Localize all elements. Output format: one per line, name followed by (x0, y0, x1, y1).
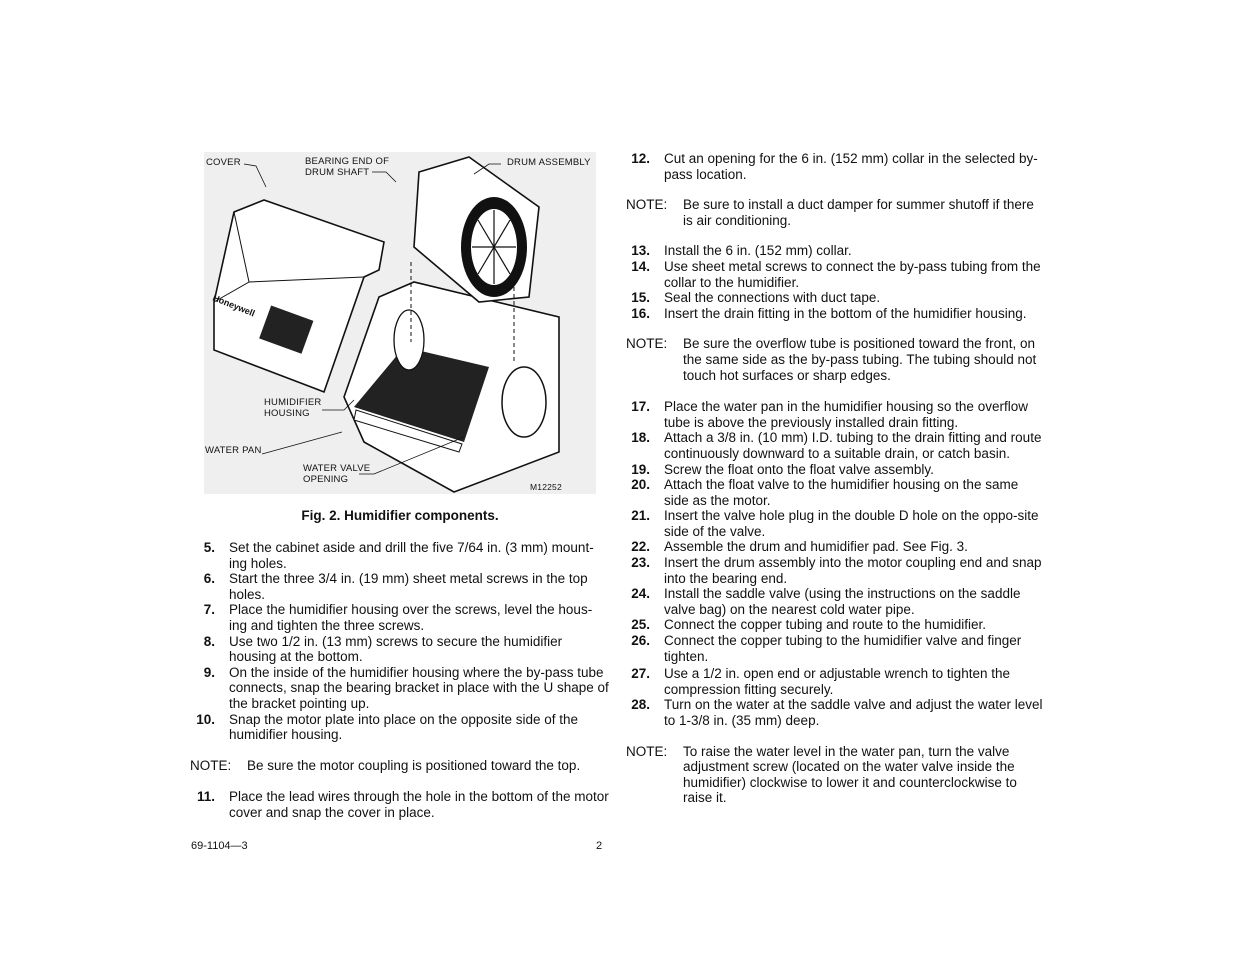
step-number: 11. (196, 789, 215, 805)
step-17 (626, 399, 1046, 430)
step-26 (626, 633, 1046, 664)
step-text: Screw the float onto the float valve assembly. (664, 461, 934, 477)
step-6 (190, 571, 610, 602)
humidifier-illustration (204, 152, 596, 494)
callout-bearing-line2: DRUM SHAFT (305, 167, 370, 178)
note-text: To raise the water level in the water pan, turn the valve adjustment screw (located on the water valve inside the humidifier) clockwise to lower it and counterclockwise to raise it. (683, 743, 1017, 806)
step-text: Connect the copper tubing and route to the humidifier. (664, 617, 986, 633)
right-step-list (626, 151, 1046, 806)
step-text: Place the humidifier housing over the screws, level the hous-ing and tighten the three screws. (229, 602, 593, 633)
note-text: Be sure to install a duct damper for summer shutoff if there is air conditioning. (683, 197, 1034, 228)
callout-valve-line2: OPENING (303, 474, 349, 485)
step-text: Seal the connections with duct tape. (664, 290, 881, 306)
step-text: Connect the copper tubing to the humidifier valve and finger tighten. (664, 633, 1022, 664)
step-text: Insert the drum assembly into the motor coupling end and snap into the bearing end. (664, 555, 1042, 586)
step-24 (626, 586, 1046, 617)
note-motor-coupling (190, 758, 610, 774)
step-9 (190, 665, 610, 712)
callout-water-pan: WATER PAN (205, 445, 262, 456)
step-12 (626, 151, 1046, 182)
step-14 (626, 259, 1046, 290)
step-11 (190, 789, 610, 820)
figure-code: M12252 (530, 482, 562, 492)
step-20 (626, 477, 1046, 508)
document-number: 69-1104—3 (191, 840, 248, 852)
step-text: Set the cabinet aside and drill the five 7/64 in. (3 mm) mount-ing holes. (229, 540, 594, 571)
step-23 (626, 555, 1046, 586)
step-21 (626, 508, 1046, 539)
step-number: 9. (203, 664, 215, 680)
note-label: NOTE: (626, 197, 668, 213)
step-8 (190, 634, 610, 665)
step-18 (626, 430, 1046, 461)
step-15 (626, 290, 1046, 306)
step-number: 15. (631, 290, 650, 306)
callout-housing-line2: HOUSING (264, 408, 310, 419)
step-number: 17. (631, 399, 650, 415)
callout-valve-line1: WATER VALVE (303, 463, 371, 474)
step-number: 23. (631, 555, 650, 571)
step-7 (190, 602, 610, 633)
step-22 (626, 539, 1046, 555)
step-number: 24. (631, 586, 650, 602)
step-text: Attach the float valve to the humidifier housing on the same side as the motor. (664, 477, 1019, 508)
step-text: Assemble the drum and humidifier pad. See Fig. 3. (664, 539, 968, 555)
note-overflow-tube (626, 336, 1046, 383)
step-number: 16. (631, 305, 650, 321)
step-text: Snap the motor plate into place on the opposite side of the humidifier housing. (229, 711, 578, 743)
step-number: 21. (631, 508, 650, 524)
callout-humidifier-housing (264, 397, 321, 419)
step-16 (626, 306, 1046, 322)
step-27 (626, 666, 1046, 697)
callout-drum-assembly: DRUM ASSEMBLY (507, 157, 591, 168)
step-number: 5. (203, 540, 215, 555)
callout-housing-line1: HUMIDIFIER (264, 397, 322, 408)
callout-bearing-end (305, 156, 389, 178)
step-number: 25. (631, 617, 650, 633)
step-text: Insert the valve hole plug in the double D hole on the oppo-site side of the valve. (664, 508, 1039, 539)
step-text: Insert the drain fitting in the bottom of the humidifier housing. (664, 305, 1027, 321)
step-number: 27. (631, 666, 650, 682)
note-water-level (626, 744, 1046, 806)
callout-water-valve-opening (303, 463, 370, 485)
step-text: Start the three 3/4 in. (19 mm) sheet metal screws in the top holes. (229, 571, 588, 602)
note-label: NOTE: (626, 336, 668, 352)
step-text: Install the 6 in. (152 mm) collar. (664, 243, 852, 259)
step-number: 12. (631, 151, 650, 166)
page-number: 2 (596, 840, 603, 852)
step-13 (626, 243, 1046, 259)
note-text: Be sure the overflow tube is positioned toward the front, on the same side as the by-pass tubing. The tubing should not touch hot surfaces or sharp edges. (683, 336, 1037, 383)
step-number: 28. (631, 697, 650, 713)
step-number: 20. (631, 477, 650, 493)
step-text: Cut an opening for the 6 in. (152 mm) collar in the selected by-pass location. (664, 151, 1038, 182)
step-19 (626, 462, 1046, 478)
step-10 (190, 712, 610, 743)
step-number: 19. (631, 461, 650, 477)
note-duct-damper (626, 197, 1046, 228)
step-text: Install the saddle valve (using the instructions on the saddle valve bag) on the nearest cold water pipe. (664, 586, 1021, 617)
note-label: NOTE: (626, 743, 668, 759)
callout-bearing-line1: BEARING END OF (305, 156, 390, 167)
left-step-list (190, 540, 610, 821)
figure-caption: Fig. 2. Humidifier components. (301, 508, 499, 523)
step-text: On the inside of the humidifier housing where the by-pass tube connects, snap the bearing bracket in place with the U shape of the bracket pointing up. (229, 664, 609, 711)
step-text: Attach a 3/8 in. (10 mm) I.D. tubing to the drain fitting and route continuously downward to a suitable drain, or catch basin. (664, 430, 1042, 461)
step-number: 7. (203, 602, 215, 618)
note-text: Be sure the motor coupling is positioned toward the top. (247, 757, 581, 773)
humidifier-components-figure (204, 152, 596, 494)
step-5 (190, 540, 610, 571)
step-number: 13. (631, 243, 650, 259)
step-text: Use two 1/2 in. (13 mm) screws to secure the humidifier housing at the bottom. (229, 633, 563, 665)
step-number: 10. (196, 711, 215, 727)
brand-logo: Honeywell (211, 292, 257, 319)
step-25 (626, 617, 1046, 633)
step-number: 6. (203, 571, 215, 587)
step-number: 22. (631, 539, 650, 555)
step-number: 18. (631, 430, 650, 446)
step-number: 14. (631, 258, 650, 274)
step-text: Place the water pan in the humidifier housing so the overflow tube is above the previously installed drain fitting. (664, 399, 1028, 430)
note-label: NOTE: (190, 757, 232, 773)
step-text: Place the lead wires through the hole in the bottom of the motor cover and snap the cover in place. (229, 789, 609, 820)
step-28 (626, 697, 1046, 728)
step-number: 8. (203, 633, 215, 649)
step-text: Use a 1/2 in. open end or adjustable wrench to tighten the compression fitting securely. (664, 666, 1010, 697)
step-number: 26. (631, 633, 650, 649)
callout-cover: COVER (206, 157, 241, 168)
step-text: Turn on the water at the saddle valve and adjust the water level to 1-3/8 in. (35 mm) deep. (664, 697, 1043, 728)
step-text: Use sheet metal screws to connect the by-pass tubing from the collar to the humidifier. (664, 258, 1041, 290)
